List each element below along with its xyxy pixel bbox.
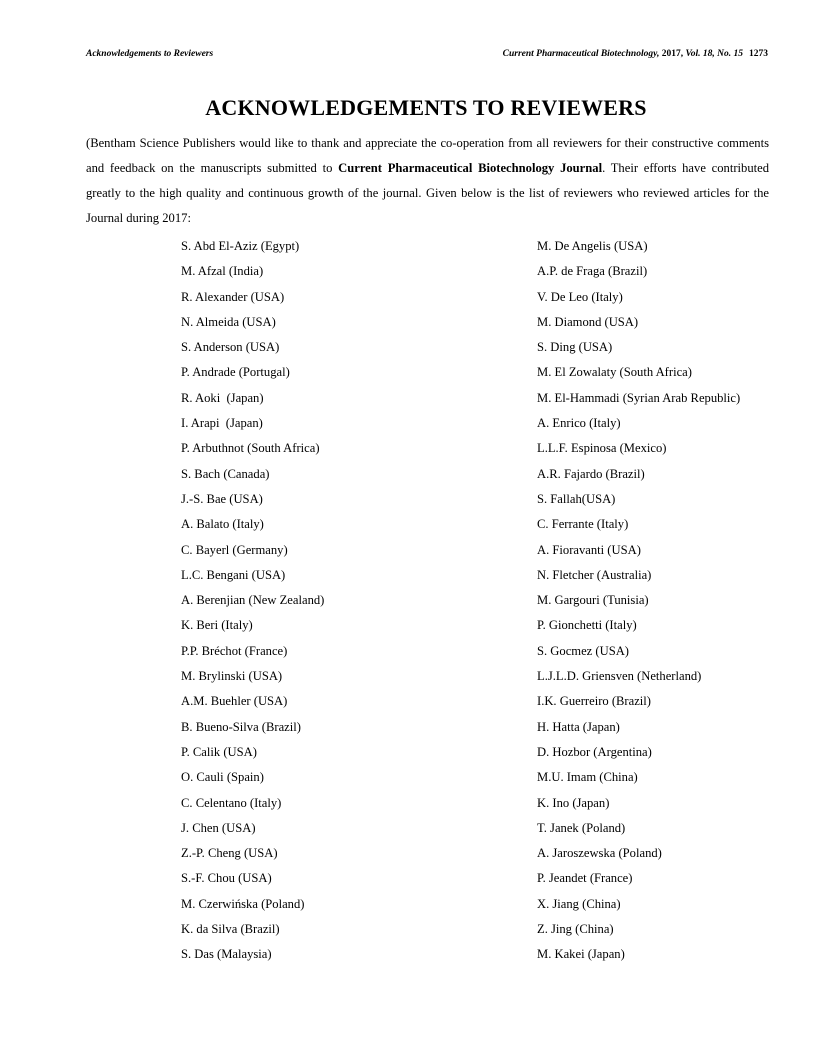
reviewer-entry: K. Beri (Italy) xyxy=(181,618,253,633)
intro-paragraph xyxy=(86,131,769,232)
reviewer-list-left xyxy=(181,236,324,970)
reviewer-entry: A. Jaroszewska (Poland) xyxy=(537,846,662,861)
reviewer-entry: M. El-Hammadi (Syrian Arab Republic) xyxy=(537,390,741,405)
reviewer-entry: S. Bach (Canada) xyxy=(181,466,270,481)
reviewer-entry: S. Abd El-Aziz (Egypt) xyxy=(181,239,300,253)
reviewer-entry: M. Gargouri (Tunisia) xyxy=(537,593,649,608)
reviewer-entry: K. da Silva (Brazil) xyxy=(181,922,280,937)
reviewer-entry: S. Anderson (USA) xyxy=(181,340,280,355)
reviewer-entry: M. Kakei (Japan) xyxy=(537,947,625,962)
reviewer-entry: M. De Angelis (USA) xyxy=(537,239,648,253)
reviewer-entry: A.M. Buehler (USA) xyxy=(181,694,288,709)
reviewer-entry: S. Ding (USA) xyxy=(537,340,613,355)
intro-text-end: . Their efforts have contributed greatly to the high quality and continuous growth of the journal. Given below is the list of reviewers who reviewed articles for the Journal during 2017: xyxy=(86,160,769,226)
reviewer-entry: C. Ferrante (Italy) xyxy=(537,517,629,532)
reviewer-entry: L.J.L.D. Griensven (Netherland) xyxy=(537,669,702,684)
reviewer-entry: K. Ino (Japan) xyxy=(537,795,610,810)
reviewer-entry: A. Fioravanti (USA) xyxy=(537,542,641,557)
reviewer-entry: C. Bayerl (Germany) xyxy=(181,542,288,557)
reviewer-entry: C. Celentano (Italy) xyxy=(181,795,282,810)
intro-journal-name: Current Pharmaceutical Biotechnology Journal xyxy=(338,160,603,175)
reviewer-entry: H. Hatta (Japan) xyxy=(537,719,620,734)
reviewer-entry: M. Czerwińska (Poland) xyxy=(181,896,305,911)
reviewer-entry: J. Chen (USA) xyxy=(181,820,256,835)
reviewer-entry: T. Janek (Poland) xyxy=(537,820,626,835)
reviewer-entry: S.-F. Chou (USA) xyxy=(181,871,272,886)
reviewer-entry: S. Fallah(USA) xyxy=(537,491,616,506)
publication-year: 2017, xyxy=(659,49,686,59)
reviewer-entry: P.P. Bréchot (France) xyxy=(181,643,288,658)
journal-name: Current Pharmaceutical Biotechnology, xyxy=(502,49,660,59)
reviewer-entry: X. Jiang (China) xyxy=(537,896,621,911)
running-header-section-title: Acknowledgements to Reviewers xyxy=(86,49,214,59)
reviewer-entry: A. Balato (Italy) xyxy=(181,517,264,532)
reviewer-entry: M.U. Imam (China) xyxy=(537,770,638,785)
reviewer-entry: R. Aoki (Japan) xyxy=(181,390,264,405)
reviewer-entry: S. Das (Malaysia) xyxy=(181,947,272,962)
running-header xyxy=(86,49,768,63)
reviewer-entry: P. Gionchetti (Italy) xyxy=(537,618,637,633)
reviewer-entry: P. Arbuthnot (South Africa) xyxy=(181,441,320,456)
reviewer-entry: P. Jeandet (France) xyxy=(537,871,633,886)
reviewer-entry: A.R. Fajardo (Brazil) xyxy=(537,466,645,481)
reviewer-entry: P. Andrade (Portugal) xyxy=(181,365,290,380)
reviewer-entry: Z.-P. Cheng (USA) xyxy=(181,846,278,861)
reviewer-entry: O. Cauli (Spain) xyxy=(181,770,264,785)
reviewer-entry: A. Enrico (Italy) xyxy=(537,416,621,431)
reviewer-entry: N. Almeida (USA) xyxy=(181,314,276,329)
reviewer-entry: M. Diamond (USA) xyxy=(537,314,639,329)
reviewer-entry: R. Alexander (USA) xyxy=(181,289,285,304)
reviewer-entry: Z. Jing (China) xyxy=(537,922,614,937)
reviewer-entry: M. Brylinski (USA) xyxy=(181,669,283,684)
page-number: 1273 xyxy=(749,49,768,59)
reviewer-entry: S. Gocmez (USA) xyxy=(537,643,629,658)
reviewer-entry: A. Berenjian (New Zealand) xyxy=(181,593,325,608)
reviewer-entry: M. Afzal (India) xyxy=(181,264,264,279)
reviewer-entry: B. Bueno-Silva (Brazil) xyxy=(181,719,301,734)
running-header-citation xyxy=(503,49,768,59)
reviewer-entry: P. Calik (USA) xyxy=(181,744,257,759)
reviewer-entry: J.-S. Bae (USA) xyxy=(181,491,263,506)
reviewer-entry: A.P. de Fraga (Brazil) xyxy=(537,264,648,279)
reviewer-entry: V. De Leo (Italy) xyxy=(537,289,623,304)
page-title: ACKNOWLEDGEMENTS TO REVIEWERS xyxy=(205,94,647,120)
reviewer-entry: L.C. Bengani (USA) xyxy=(181,567,286,582)
reviewer-entry: I.K. Guerreiro (Brazil) xyxy=(537,694,651,709)
reviewer-entry: D. Hozbor (Argentina) xyxy=(537,744,652,759)
reviewer-entry: L.L.F. Espinosa (Mexico) xyxy=(537,441,667,456)
reviewer-entry: N. Fletcher (Australia) xyxy=(537,567,652,582)
reviewer-entry: M. El Zowalaty (South Africa) xyxy=(537,365,692,380)
reviewer-entry: I. Arapi (Japan) xyxy=(181,416,263,431)
reviewer-list-right xyxy=(537,236,740,970)
volume-issue: Vol. 18, No. 15 xyxy=(685,49,743,59)
intro-text-start: (Bentham Science Publishers would like to thank and appreciate the co-operation from all reviewers for their constructive comments and feedback on the manuscripts submitted to xyxy=(86,135,769,175)
